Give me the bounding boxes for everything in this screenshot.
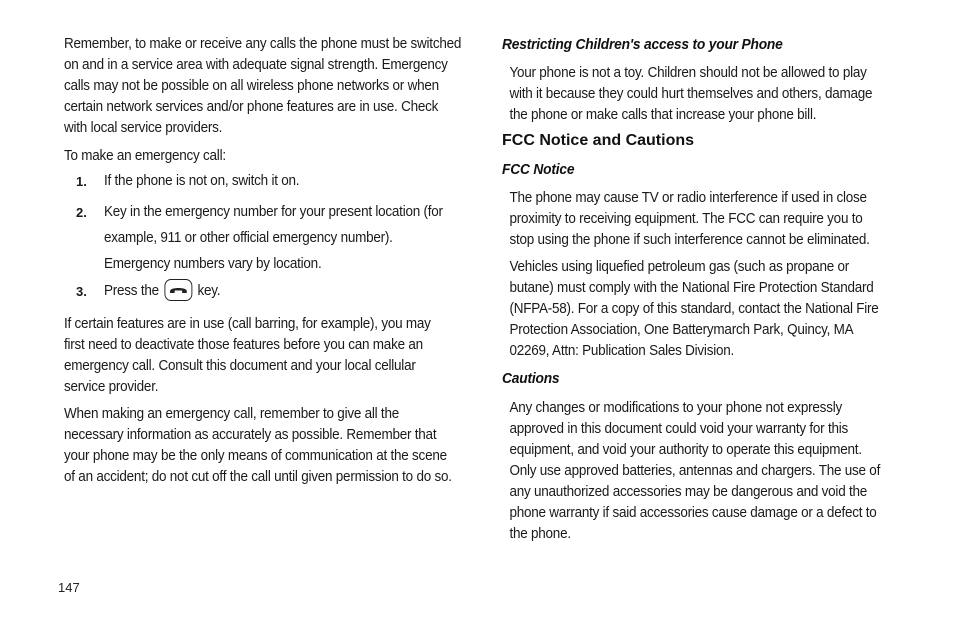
send-key-icon [164,279,192,301]
step-text: Key in the emergency number for your present location (for example, 911 or other official emergency number). Emergency numbers vary by location. [104,204,443,272]
cautions-paragraph-1: Any changes or modifications to your phone not expressly approved in this document could void your warranty for this equipment, and void your authority to operate this equipment. [509,400,862,458]
features-paragraph: If certain features are in use (call barring, for example), you may first need to deactivate those features before you can make an emergency call. Consult this document and your local cellular service provider. [64,316,431,395]
fcc-section-title: FCC Notice and Cautions [502,132,695,149]
step-number: 3. [76,284,87,299]
cautions-heading: Cautions [502,371,560,387]
emergency-info-paragraph: When making an emergency call, remember to give all the necessary information as accurately as possible. Remember that your phone may be the only means of communication at the scene of an accident; do not cut off the call until given permission to do so. [64,406,452,485]
cautions-paragraph-2: Only use approved batteries, antennas and chargers. The use of any unauthorized accessories may be dangerous and void the phone warranty if said accessories cause damage or a defect to the phone. [509,463,881,542]
fcc-notice-heading: FCC Notice [502,162,575,178]
vehicles-paragraph: Vehicles using liquefied petroleum gas (such as propane or butane) must comply with the National Fire Protection Standard (NFPA-58). For a copy of this standard, contact the National Fire Protection Association, One Batterymarch Park, Quincy, MA 02269, Attn: Publication Sales Division. [509,259,879,359]
children-paragraph: Your phone is not a toy. Children should not be allowed to play with it because they could hurt themselves and others, damage the phone or make calls that increase your phone bill. [509,65,873,123]
step-text [104,281,457,302]
to-make-call-label: To make an emergency call: [64,148,226,164]
step-text: If the phone is not on, switch it on. [104,173,300,189]
step-number: 1. [76,174,87,189]
children-heading: Restricting Children's access to your Phone [502,37,783,53]
step-number: 2. [76,205,87,220]
step-3-text-after: key. [197,283,221,299]
fcc-notice-paragraph: The phone may cause TV or radio interference if used in close proximity to receiving equipment. The FCC can require you to stop using the phone if such interference cannot be eliminated. [509,190,870,248]
step-3-text-before: Press the [104,283,159,299]
page-number: 147 [58,580,80,595]
intro-paragraph: Remember, to make or receive any calls the phone must be switched on and in a service area with adequate signal strength. Emergency calls may not be possible on all wireless phone networks or when certain network services and/or phone features are in use. Check with local service providers. [64,36,462,136]
